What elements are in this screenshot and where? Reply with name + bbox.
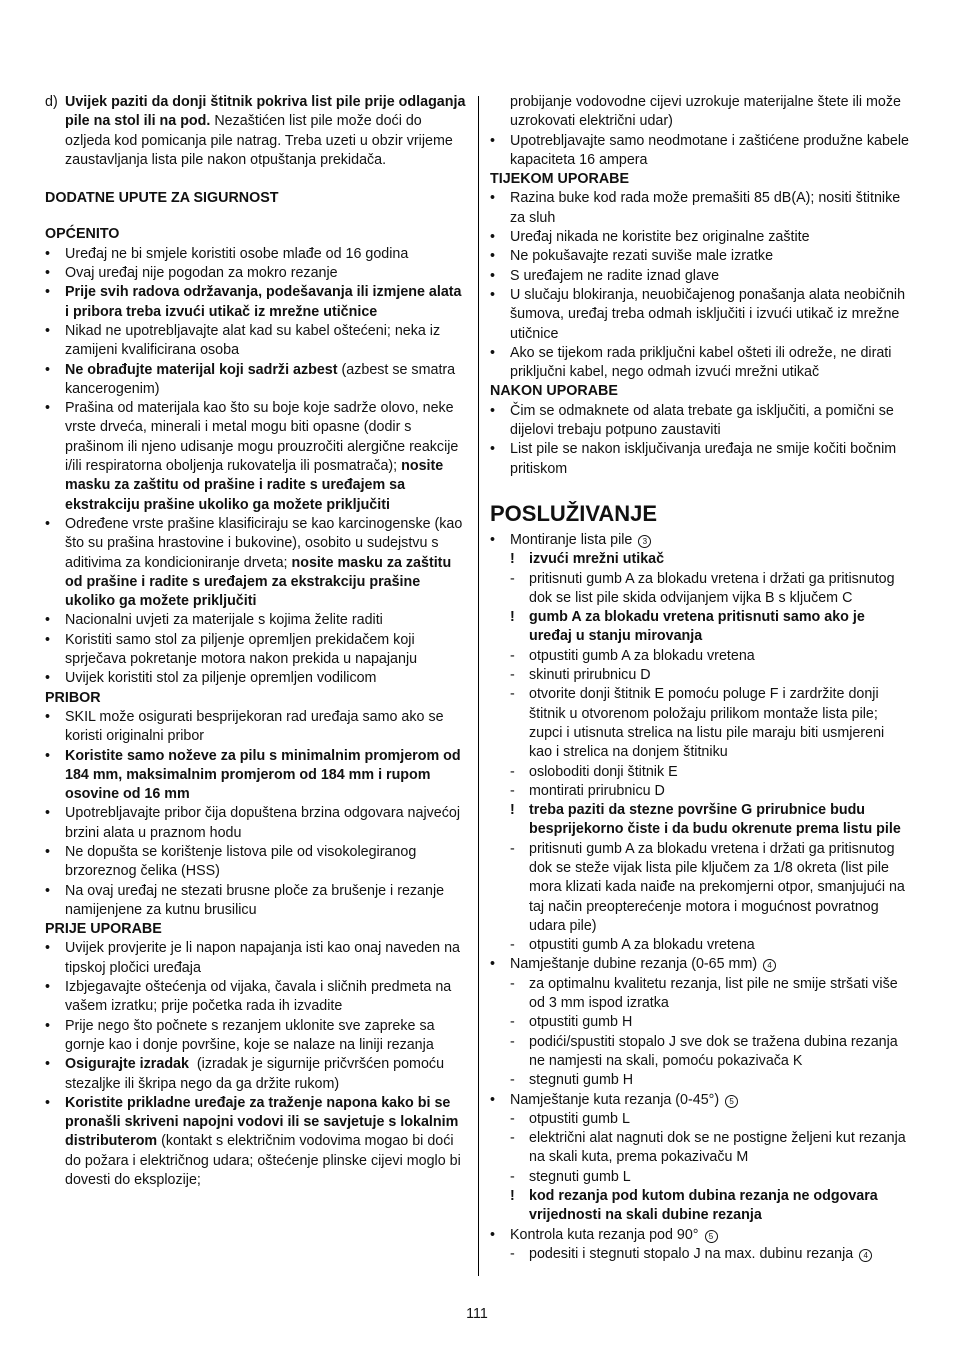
sub-item: - otpustiti gumb H [510,1014,633,1031]
heading-accessories: PRIBOR [45,689,101,706]
list-item: • SKIL može osigurati besprijekoran rad uređaja samo ako se koristi originalni pribor [45,708,444,745]
list-item: • Montiranje lista pile 3 [490,531,910,550]
sub-item: - pritisnuti gumb A za blokadu vretena i držati ga pritisnutog dok se steže vijak lista pile ključem za 1/8 okreta (list pile mora klizati kada naiđe na prekomjerni otpor, smanjujući na taj način preopterećenje motora i mogućnost povratnog udara pile) [510,840,905,934]
list-item: • Ne pokušavajte rezati suviše male izratke [490,248,774,265]
item-text: Nezaštićen list pile može doći do ozljeda kod pomicanja pile natrag. Treba uzeti u obzir vrijeme zaustavljanja lista pile nakon otpuštanja prekidača. [65,113,453,168]
sub-item: - osloboditi donji štitnik E [510,763,678,780]
heading-after-use: NAKON UPORABE [490,383,618,400]
list-item: • Ne dopušta se korištenje listova pile od visokolegiranog brzoreznog čelika (HSS) [45,843,417,880]
list-item: • Ne obrađujte materijal koji sadrži azbest (azbest se smatra kancerogenim) [45,361,456,397]
item-bold: Uvijek paziti da donji štitnik pokriva list pile prije odlaganja pile na stol ili na pod. [65,94,466,130]
list-item: • U slučaju blokiranja, neuobičajenog ponašanja alata neobičnih šumova, uređaj treba odmah isključiti i izvući utikač iz mrežne utičnice [490,286,906,342]
figure-ref: 5 [725,1095,738,1108]
list-item: • Uređaj nikada ne koristite bez originalne zaštite [490,229,810,246]
sub-item: - skinuti prirubnicu D [510,667,651,684]
heading-before-use: PRIJE UPORABE [45,921,162,938]
list-item: • S uređajem ne radite iznad glave [490,267,720,284]
list-item: • Namještanje dubine rezanja (0-65 mm) 4 [490,955,910,974]
list-item: • Upotrebljavajte pribor čija dopuštena brzina odgovara najvećoj brzini alata u praznom hodu [45,805,460,841]
list-item: • Prašina od materijala kao što su boje koje sadrže olovo, neke vrste drveća, minerali i metal mogu biti opasne (dodir s prašinom ili njeno udisanje mogu prouzročiti alergične reakcije i/ili respiratorna oboljenja rukovatelja ili posmatrača); nosite masku za zaštitu od prašine i radite s uređajem sa ekstrakciju prašine ukoliko ga možete priključiti [45,400,459,513]
list-item: • Nacionalni uvjeti za materijale s kojima želite raditi [45,612,383,629]
heading-extra-safety: DODATNE UPUTE ZA SIGURNOST [45,190,279,207]
figure-ref: 5 [705,1230,718,1243]
figure-ref: 4 [763,959,776,972]
list-item: • Uređaj ne bi smjele koristiti osobe mlađe od 16 godina [45,245,409,262]
right-column [490,93,910,1264]
list-item: • Nikad ne upotrebljavajte alat kad su kabel oštećeni; neka iz zamijeni kvalificirana osoba [45,322,441,359]
warning-item: ! kod rezanja pod kutom dubina rezanja ne odgovara vrijednosti na skali dubine rezanja [510,1188,878,1224]
sub-item: - otpustiti gumb A za blokadu vretena [510,937,755,954]
list-item: • List pile se nakon isključivanja uređaja ne smije kočiti bočnim pritiskom [490,441,897,477]
list-item: • Koristiti samo stol za piljenje opremljen prekidačem koji sprječava pokretanje motora nakon prekida u napajanju [45,631,418,668]
list-item: • Izbjegavajte oštećenja od vijaka, čavala i sličnih predmeta na vašem izratku; prije početka rada ih izvadite [45,979,452,1015]
list-item: • Određene vrste prašine klasificiraju se kao karcinogenske (kao što su prašina hrastovine i bukovine), osobito u sudejstvu s aditivima za kondicioniranje drveta; nosite masku za zaštitu od prašine i radite s uređajem za ekstrakciju prašine ukoliko ga možete priključiti [45,515,463,610]
left-column [45,93,467,1190]
heading-during-use: TIJEKOM UPORABE [490,171,630,188]
list-item: • Uvijek provjerite je li napon napajanja isti kao onaj naveden na tipskoj pločici uređaja [45,940,461,976]
list-item: • Kontrola kuta rezanja pod 90° 5 [490,1226,910,1245]
list-item-continuation: probijanje vodovodne cijevi uzrokuje materijalne štete ili može uzrokovati električni udar) [510,94,901,130]
sub-item: - pritisnuti gumb A za blokadu vretena i držati ga pritisnutog dok se list pile skida odvijanjem vijka B s ključem C [510,570,895,606]
list-item: • Čim se odmaknete od alata trebate ga isključiti, a pomični se dijelovi trebaju potpuno zaustaviti [490,402,894,439]
list-item: • Razina buke kod rada može premašiti 85 dB(A); nositi štitnike za sluh [490,190,901,226]
list-item: • Upotrebljavajte samo neodmotane i zaštićene produžne kabele kapaciteta 16 ampera [490,132,909,168]
warning-item: ! gumb A za blokadu vretena pritisnuti samo ako je uređaj u stanju mirovanja [510,609,865,645]
list-item: • Koristite prikladne uređaje za traženje napona kako bi se pronašli skriveni napojni vodovi ili se savjetuje s lokalnim distributerom (kontakt s električnim vodovima mogao bi doći do požara i električnog udara; oštećenje plinske cijevi moglo bi dovesti do eksplozije; [45,1094,461,1189]
sub-item: - stegnuti gumb H [510,1072,634,1089]
warning-item: ! izvući mrežni utikač [510,551,665,568]
item-marker: d) [45,94,58,110]
figure-ref: 4 [859,1249,872,1262]
item-d [45,93,467,170]
list-item: • Ovaj uređaj nije pogodan za mokro rezanje [45,265,338,282]
sub-item: - otpustiti gumb L [510,1110,630,1127]
heading-general: OPĆENITO [45,226,120,243]
sub-item: - otpustiti gumb A za blokadu vretena [510,647,755,664]
section-title-operation: POSLUŽIVANJE [490,500,658,526]
sub-item: - stegnuti gumb L [510,1168,631,1185]
list-item: • Koristite samo noževe za pilu s minimalnim promjerom od 184 mm, maksimalnim promjerom od 184 mm i rupom osovine od 16 mm [45,747,461,803]
sub-item: - montirati prirubnicu D [510,782,665,799]
warning-item: ! treba paziti da stezne površine G prirubnice budu besprijekorno čiste i da budu okrenute prema listu pile [510,802,901,838]
sub-item: - otvorite donji štitnik E pomoću poluge F i zardržite donji štitnik u otvorenom položaju prilikom montaže lista pile; zupci i utisnuta strelica na listu pile maraju biti usmjereni kao i strelica na donjem štitniku [510,686,885,761]
figure-ref: 3 [638,535,651,548]
sub-item: - za optimalnu kvalitetu rezanja, list pile ne smije stršati više od 3 mm ispod izratka [510,975,898,1012]
list-item: • Uvijek koristiti stol za piljenje opremljen vodilicom [45,670,377,687]
list-item: • Osigurajte izradak (izradak je sigurnije pričvršćen pomoću stezaljke ili škripa nego da ga držite rukom) [45,1056,448,1092]
list-item: • Prije svih radova održavanja, podešavanja ili izmjene alata i pribora treba izvući utikač iz mrežne utičnice [45,284,462,320]
list-item: • Prije nego što počnete s rezanjem uklonite sve zapreke sa gornje kao i donje površine, koje se nalaze na liniji rezanja [45,1017,435,1053]
page-number: 111 [466,1306,488,1322]
sub-item: - podići/spustiti stopalo J sve dok se tražena dubina rezanja ne namjesti na skali, pomoću pokazivača K [510,1033,898,1069]
sub-item: - električni alat nagnuti dok se ne postigne željeni kut rezanja na skali kuta, prema pokazivaču M [510,1130,906,1166]
list-item: • Namještanje kuta rezanja (0-45°) 5 [490,1091,910,1110]
sub-item: - podesiti i stegnuti stopalo J na max. dubinu rezanja 4 [490,1245,910,1264]
column-divider [478,96,479,1276]
list-item: • Na ovaj uređaj ne stezati brusne ploče za brušenje i rezanje namijenjene za kutnu brusilicu [45,882,445,918]
list-item: • Ako se tijekom rada priključni kabel ošteti ili odreže, ne dirati priključni kabel, nego odmah izvući mrežni utikač [490,344,892,381]
